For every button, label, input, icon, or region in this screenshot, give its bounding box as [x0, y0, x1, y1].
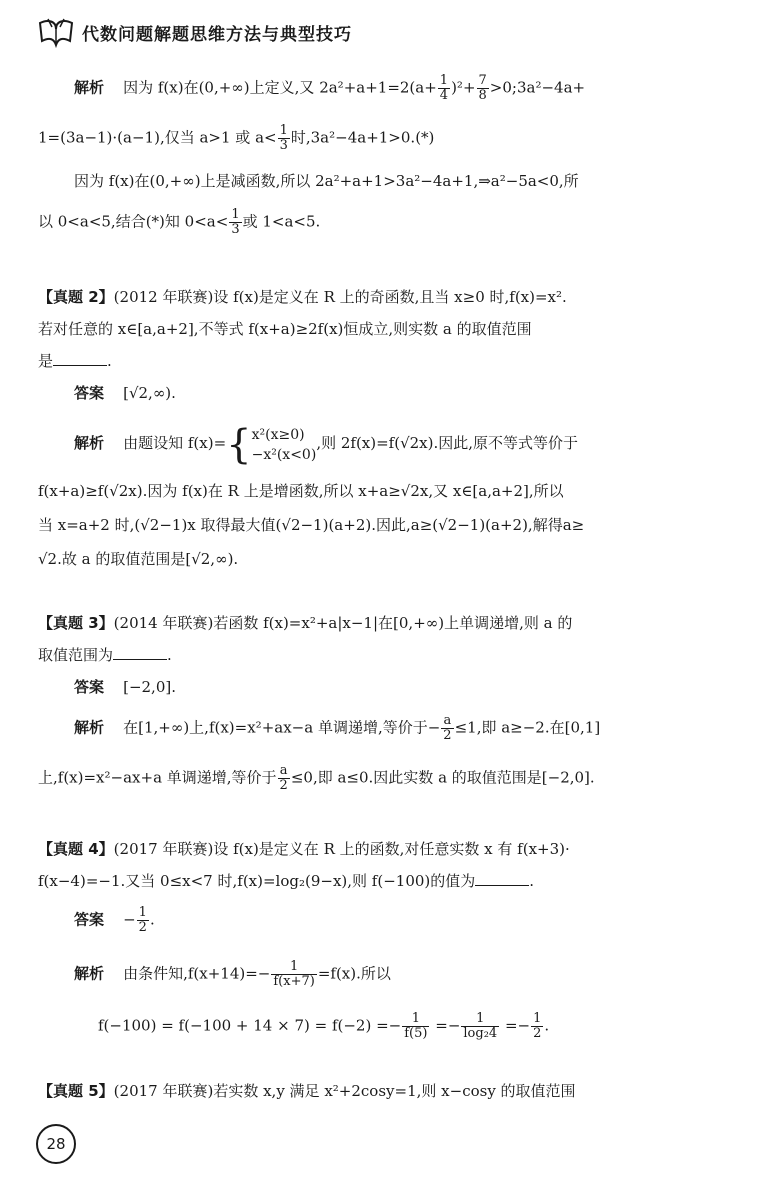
answer-label: 答案 [74, 678, 105, 696]
fraction [477, 74, 489, 103]
analysis-label: 解析 [74, 434, 105, 452]
equation-part: =− [504, 1016, 531, 1035]
problem-text: . [167, 646, 172, 664]
fraction-numerator: 1 [439, 73, 449, 88]
problem2-line1 [38, 286, 567, 308]
problem-heading: 【真题 5】 [38, 1082, 114, 1100]
fraction-numerator: 1 [279, 123, 288, 138]
answer-value: . [149, 910, 155, 929]
fraction [278, 764, 290, 793]
problem-heading: 【真题 4】 [38, 840, 114, 858]
fraction-denominator: 4 [439, 88, 449, 103]
fraction-denominator: 2 [443, 728, 452, 743]
fraction [461, 1012, 499, 1041]
problem4-line1 [38, 838, 570, 860]
equation-part: . [544, 1016, 550, 1035]
s1-text: 时,3a²−4a+1>0.(*) [290, 128, 435, 147]
running-header [36, 12, 352, 52]
analysis-label: 解析 [74, 78, 105, 97]
answer3-line [74, 676, 176, 698]
problem-text: 是 [38, 352, 54, 370]
s1-line3: 因为 f(x)在(0,+∞)上是减函数,所以 2a²+a+1>3a²−4a+1,⇒a²−5a<0,所 [74, 172, 579, 190]
problem5-line1 [38, 1080, 576, 1102]
fraction-numerator: 1 [138, 905, 147, 920]
piecewise-cases [252, 425, 317, 465]
s1-text: 因为 f(x)在(0,+∞)上定义,又 2a²+a+1=2(a+ [123, 78, 437, 97]
s1-line2 [38, 124, 434, 153]
answer-blank [53, 364, 107, 366]
fraction-denominator: f(x+7) [273, 974, 315, 989]
answer-label: 答案 [74, 910, 105, 929]
fraction [402, 1012, 429, 1041]
problem-text: (2017 年联赛)若实数 x,y 满足 x²+2cosy=1,则 x−cosy 的取值范围 [113, 1082, 576, 1100]
fraction-numerator: 1 [402, 1012, 429, 1027]
analysis2-line1 [74, 418, 578, 468]
analysis-text: 由条件知,f(x+14)=− [123, 964, 271, 983]
fraction-numerator: 7 [478, 73, 487, 88]
s1-text: 1=(3a−1)·(a−1),仅当 a>1 或 a< [38, 128, 277, 147]
analysis3-line2 [38, 764, 595, 793]
problem-text: . [107, 352, 112, 370]
page-number: 28 [36, 1124, 76, 1164]
display-equation [98, 1012, 549, 1041]
analysis-label: 解析 [74, 964, 105, 983]
fraction [137, 906, 149, 935]
problem-text: (2017 年联赛)设 f(x)是定义在 R 上的函数,对任意实数 x 有 f(x+3)· [113, 840, 570, 858]
s1-line4 [38, 208, 320, 237]
fraction [438, 74, 450, 103]
s1-text: >0;3a²−4a+ [489, 78, 586, 97]
book-title: 代数问题解题思维方法与典型技巧 [82, 24, 352, 45]
analysis-text: 上,f(x)=x²−ax+a 单调递增,等价于 [38, 768, 277, 787]
answer4-line [74, 906, 155, 935]
fraction-numerator: a [278, 764, 290, 779]
problem-text: (2012 年联赛)设 f(x)是定义在 R 上的奇函数,且当 x≥0 时,f(x)=x². [113, 288, 567, 306]
analysis2-line2: f(x+a)≥f(√2x).因为 f(x)在 R 上是增函数,所以 x+a≥√2x,又 x∈[a,a+2],所以 [38, 482, 564, 500]
fraction-numerator: 1 [231, 207, 240, 222]
fraction-denominator: 3 [231, 222, 240, 237]
s1-text: 以 0<a<5,结合(*)知 0<a< [38, 212, 229, 231]
fraction [441, 714, 453, 743]
answer-value: − [123, 910, 136, 929]
problem-text: (2014 年联赛)若函数 f(x)=x²+a|x−1|在[0,+∞)上单调递增,则 a 的 [113, 614, 573, 632]
problem2-line3 [38, 350, 112, 372]
analysis4-line1 [74, 960, 391, 989]
problem4-line2 [38, 870, 534, 892]
equation-part: =− [435, 1016, 461, 1035]
problem-text: . [529, 872, 535, 890]
answer-blank [475, 884, 529, 886]
problem-text: f(x−4)=−1.又当 0≤x<7 时,f(x)=log₂(9−x),则 f(−100)的值为 [38, 872, 476, 890]
problem-text: 取值范围为 [38, 646, 114, 664]
analysis-text: =f(x).所以 [317, 964, 391, 983]
analysis2-line3: 当 x=a+2 时,(√2−1)x 取得最大值(√2−1)(a+2).因此,a≥(√2−1)(a+2),解得a≥ [38, 516, 585, 534]
problem2-line2: 若对任意的 x∈[a,a+2],不等式 f(x+a)≥2f(x)恒成立,则实数 a 的取值范围 [38, 320, 532, 338]
fraction-numerator: 1 [461, 1012, 499, 1027]
fraction [531, 1012, 543, 1041]
problem-heading: 【真题 2】 [38, 288, 114, 306]
analysis-label: 解析 [74, 718, 105, 737]
fraction-denominator: 3 [279, 138, 288, 153]
s1-line1 [74, 74, 585, 103]
answer-label: 答案 [74, 384, 105, 402]
analysis-text: ,则 2f(x)=f(√2x).因此,原不等式等价于 [316, 434, 579, 452]
fraction-denominator: f(5) [404, 1026, 428, 1041]
answer2-line [74, 382, 176, 404]
fraction-denominator: 2 [533, 1026, 542, 1041]
fraction-denominator: 8 [478, 88, 487, 103]
analysis-text: 由题设知 f(x)= [123, 434, 227, 452]
fraction [271, 960, 316, 989]
fraction-numerator: 1 [271, 960, 316, 975]
case-1: x²(x≥0) [251, 427, 305, 443]
fraction-denominator: log₂4 [463, 1026, 498, 1041]
answer-blank [113, 658, 167, 660]
problem3-line1 [38, 612, 572, 634]
fraction-denominator: 2 [138, 920, 147, 935]
piecewise-brace: { x²(x≥0) −x²(x<0) [226, 422, 317, 468]
analysis2-line4: √2.故 a 的取值范围是[√2,∞). [38, 550, 239, 568]
analysis-text: 在[1,+∞)上,f(x)=x²+ax−a 单调递增,等价于− [123, 718, 441, 737]
case-2: −x²(x<0) [251, 447, 317, 463]
book-logo-icon [36, 15, 76, 49]
equation-part: f(−100) = f(−100 + 14 × 7) = f(−2) =− [98, 1016, 402, 1035]
analysis-text: ≤1,即 a≥−2.在[0,1] [454, 718, 601, 737]
fraction-numerator: a [441, 714, 453, 729]
analysis3-line1 [74, 714, 600, 743]
answer-value: [√2,∞). [123, 384, 176, 402]
s1-text: )²+ [451, 78, 476, 97]
s1-text: 或 1<a<5. [242, 212, 321, 231]
fraction [229, 208, 241, 237]
fraction-denominator: 2 [279, 778, 288, 793]
problem-heading: 【真题 3】 [38, 614, 114, 632]
answer-value: [−2,0]. [123, 678, 176, 696]
problem3-line2 [38, 644, 172, 666]
fraction [278, 124, 290, 153]
analysis-text: ≤0,即 a≤0.因此实数 a 的取值范围是[−2,0]. [290, 768, 595, 787]
fraction-numerator: 1 [533, 1011, 542, 1026]
